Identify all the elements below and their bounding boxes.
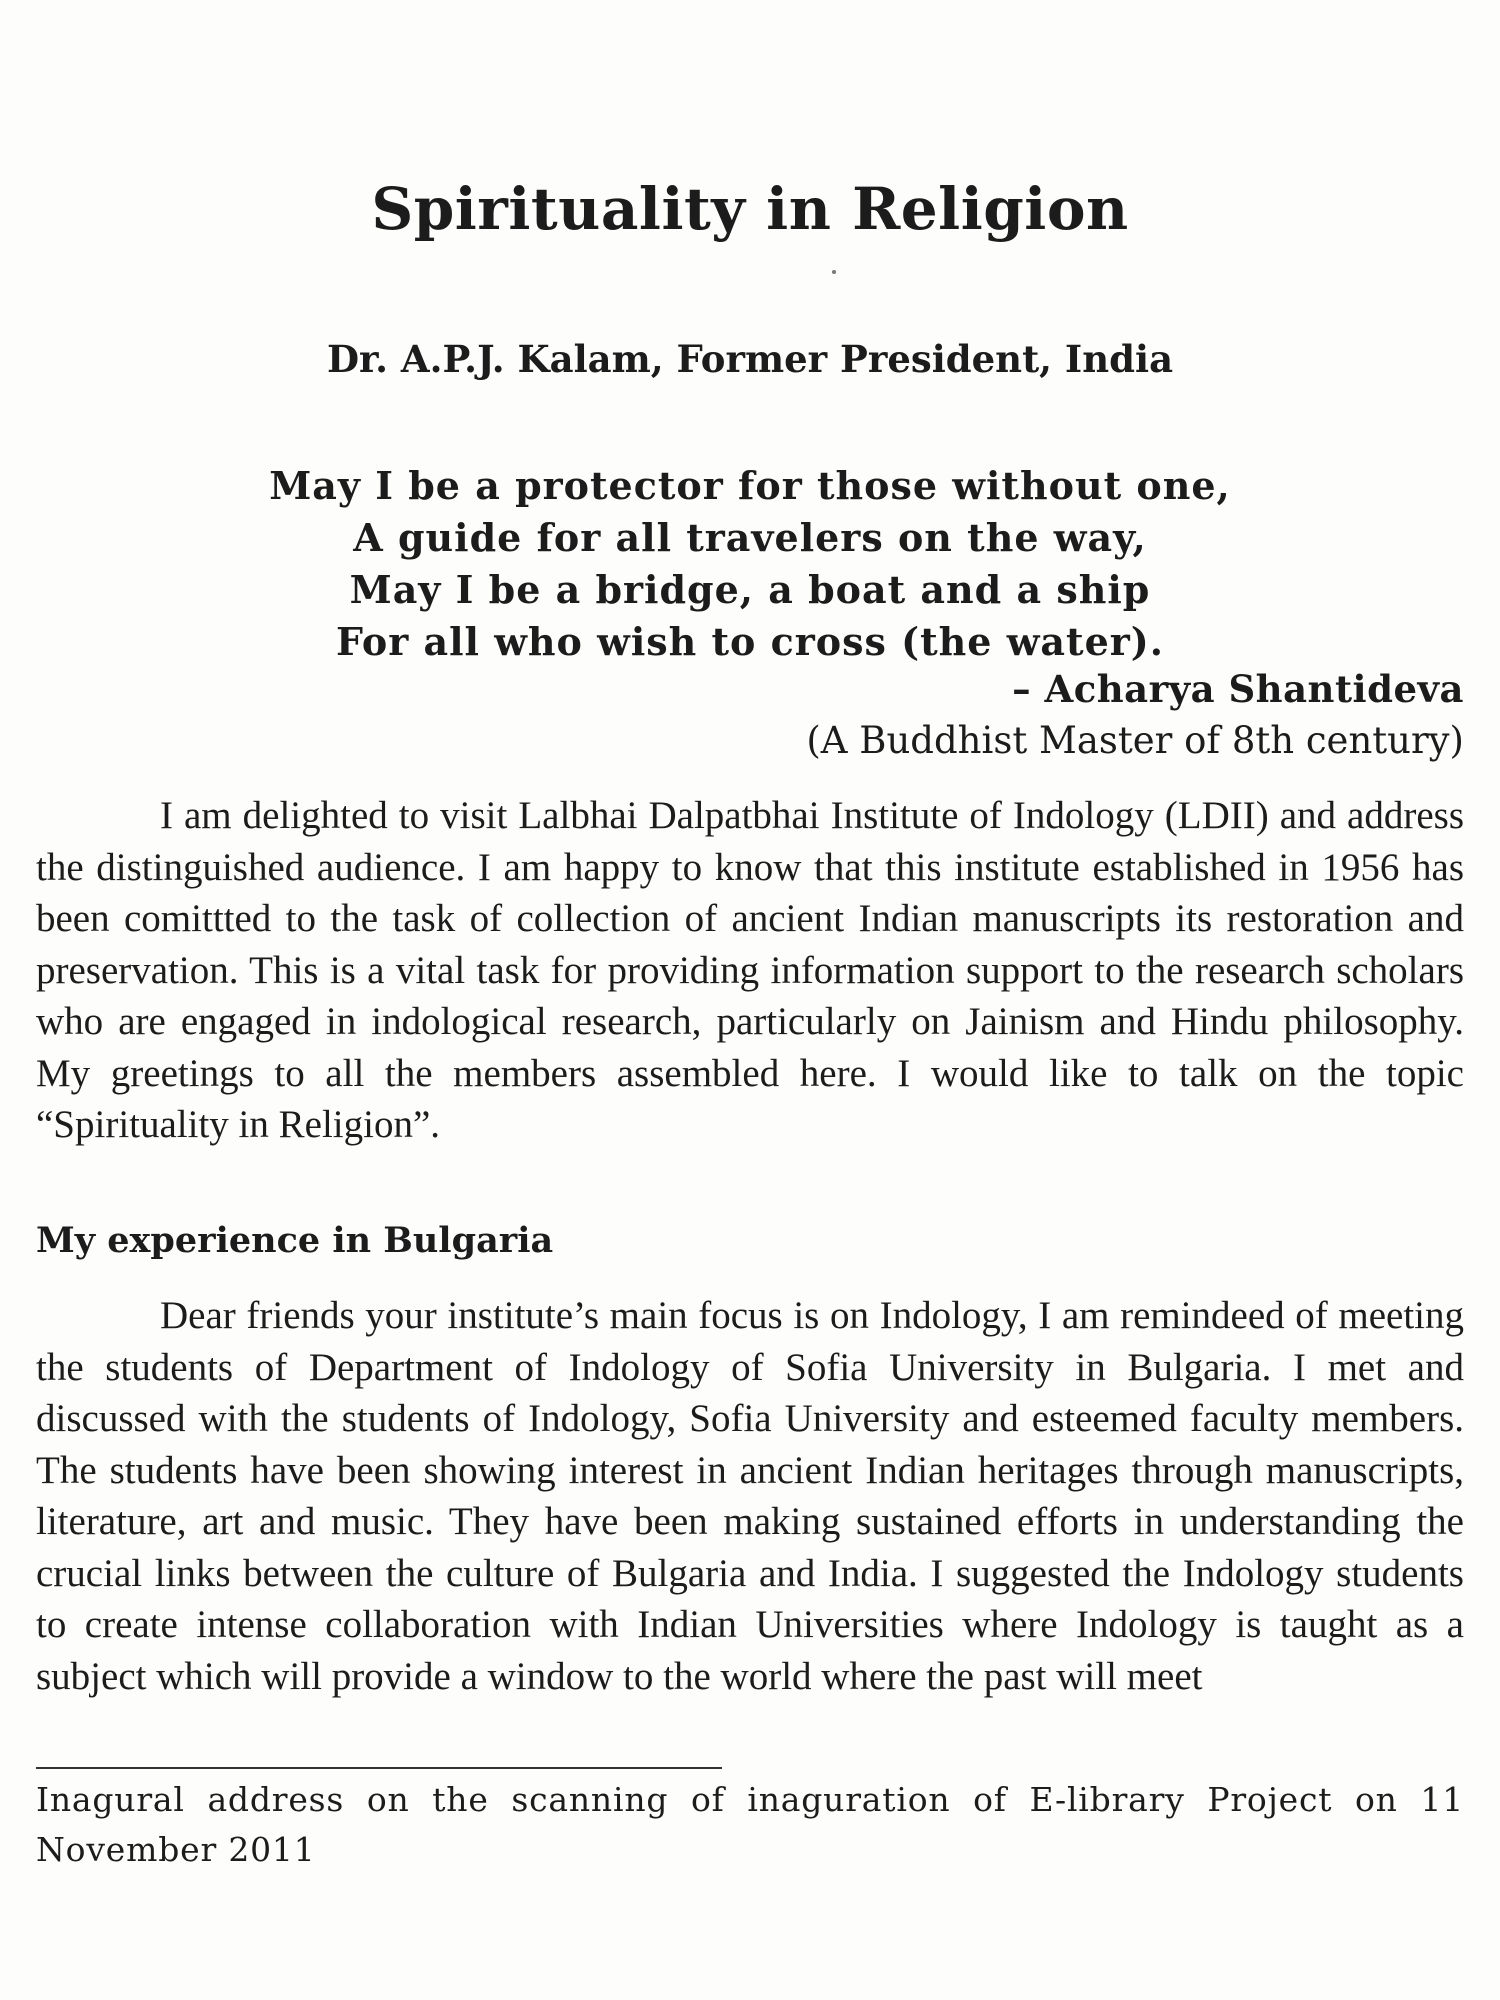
verse-line: May I be a protector for those without one, <box>269 463 1231 508</box>
verse-line: A guide for all travelers on the way, <box>353 515 1147 560</box>
verse-line: May I be a bridge, a boat and a ship <box>349 567 1151 612</box>
epigraph-attribution <box>806 663 1464 767</box>
attribution-name: – Acharya Shantideva <box>1012 667 1464 711</box>
footnote-divider <box>36 1767 722 1769</box>
author-line: Dr. A.P.J. Kalam, Former President, India <box>326 337 1174 381</box>
scan-speck <box>832 270 836 274</box>
footnote: Inagural address on the scanning of inaguration of E-library Project on 11 November 2011 <box>36 1780 1464 1869</box>
verse-line: For all who wish to cross (the water). <box>335 619 1165 664</box>
intro-paragraph: I am delighted to visit Lalbhai Dalpatbhai Institute of Indology (LDII) and address the distinguished audience. I am happy to know that this institute established in 1956 has been comittted to the task of collection of ancient Indian manuscripts its restoration and preservation. This is a vital task for providing information support to the research scholars who are engaged in indological research, particularly on Jainism and Hindu philosophy. My greetings to all the members assembled here. I would like to talk on the topic “Spirituality in Religion”. <box>36 794 1464 1146</box>
epigraph-verse <box>0 460 1500 668</box>
section-heading: My experience in Bulgaria <box>36 1220 554 1261</box>
attribution-description: (A Buddhist Master of 8th century) <box>806 719 1464 762</box>
section-paragraph: Dear friends your institute’s main focus is on Indology, I am remindeed of meeting the students of Department of Indology of Sofia University in Bulgaria. I met and discussed with the students of Indology, Sofia University and esteemed faculty members. The students have been showing interest in ancient Indian heritages through manuscripts, literature, art and music. They have been making sustained efforts in understanding the crucial links between the culture of Bulgaria and India. I suggested the Indology students to create intense collaboration with Indian Universities where Indology is taught as a subject which will provide a window to the world where the past will meet <box>36 1294 1464 1698</box>
page-title: Spirituality in Religion <box>371 175 1129 243</box>
